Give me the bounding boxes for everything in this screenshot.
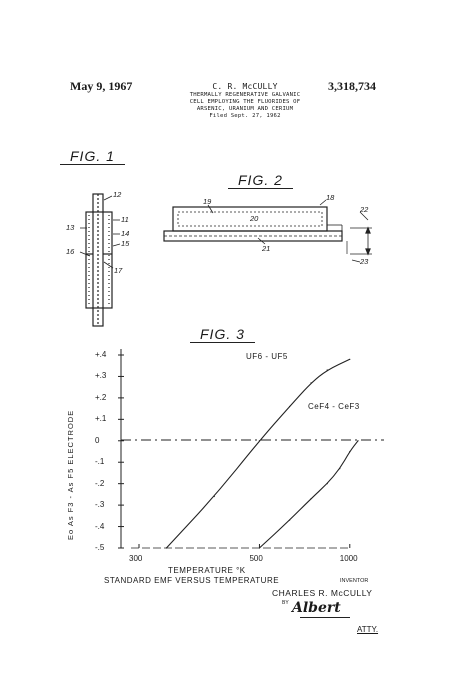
title-line-1: THERMALLY REGENERATIVE GALVANIC <box>189 92 301 98</box>
data-point <box>259 440 260 441</box>
patent-date: May 9, 1967 <box>70 79 133 93</box>
fig1-ref-14: 14 <box>121 229 130 238</box>
fig2-ref-18: 18 <box>326 193 335 202</box>
x-tick-label: 1000 <box>339 554 358 563</box>
data-point <box>349 451 350 452</box>
filed-date: Filed Sept. 27, 1962 <box>209 113 281 119</box>
data-point <box>310 382 311 383</box>
curve-label-uf6: UF6 - UF5 <box>246 352 288 361</box>
x-axis-label: TEMPERATURE °K <box>168 566 246 575</box>
y-tick-label: -.3 <box>95 500 105 510</box>
y-tick-label: -.5 <box>95 543 105 552</box>
data-point <box>166 547 167 548</box>
chart-caption: STANDARD EMF VERSUS TEMPERATURE <box>104 576 280 585</box>
fig3-label: FIG. 3 <box>190 326 255 342</box>
inventor-name: CHARLES R. McCULLY <box>272 588 373 598</box>
fig1-ref-16: 16 <box>66 247 75 256</box>
attorney-signature: Albert <box>292 600 341 616</box>
data-point <box>289 520 290 521</box>
y-axis-label: Eo As F3 - As F5 ELECTRODE <box>66 409 75 540</box>
data-point <box>289 406 290 407</box>
curve-label-cef4: CeF4 - CeF3 <box>308 402 360 411</box>
data-point <box>349 359 350 360</box>
fig1-ref-11: 11 <box>121 215 129 224</box>
fig1-ref-12: 12 <box>113 190 122 199</box>
title-line-2: CELL EMPLOYING THE FLUORIDES OF <box>189 99 301 105</box>
fig1-ref-17: 17 <box>114 266 123 275</box>
signature-underline <box>300 617 350 618</box>
y-tick-label: -.2 <box>95 478 105 488</box>
fig1-label: FIG. 1 <box>60 148 125 164</box>
fig2-ref-20: 20 <box>250 214 259 223</box>
title-line-3: ARSENIC, URANIUM AND CERIUM <box>196 106 294 112</box>
y-tick-label: +.1 <box>95 414 107 424</box>
fig2-ref-22: 22 <box>360 205 369 214</box>
data-point <box>310 498 311 499</box>
fig2-ref-21: 21 <box>262 244 271 253</box>
data-point <box>327 369 328 370</box>
y-tick-label: 0 <box>95 435 100 445</box>
patent-number: 3,318,734 <box>328 79 376 93</box>
fig1-ref-13: 13 <box>66 223 75 232</box>
series-line-cef4-cef3 <box>259 441 358 548</box>
y-tick-label: +.3 <box>95 371 107 381</box>
inventor-label: INVENTOR <box>340 578 369 584</box>
data-point <box>214 496 215 497</box>
data-point <box>259 547 260 548</box>
data-point <box>357 440 358 441</box>
data-point <box>339 468 340 469</box>
data-point <box>327 483 328 484</box>
x-tick-label: 300 <box>129 554 143 563</box>
y-tick-label: -.1 <box>95 457 105 467</box>
by-label: BY <box>282 600 289 606</box>
x-tick-label: 500 <box>249 554 263 563</box>
y-tick-label: -.4 <box>95 521 105 531</box>
series-line-uf6-uf5 <box>166 359 349 548</box>
inventor-header: C. R. McCULLY <box>212 82 278 91</box>
fig1-ref-15: 15 <box>121 239 130 248</box>
y-tick-label: +.2 <box>95 392 107 402</box>
attorney-title: ATTY. <box>357 625 379 634</box>
fig2-ref-23: 23 <box>360 257 369 266</box>
fig2-ref-19: 19 <box>203 197 212 206</box>
y-tick-label: +.4 <box>95 350 107 359</box>
fig2-label: FIG. 2 <box>228 172 293 188</box>
